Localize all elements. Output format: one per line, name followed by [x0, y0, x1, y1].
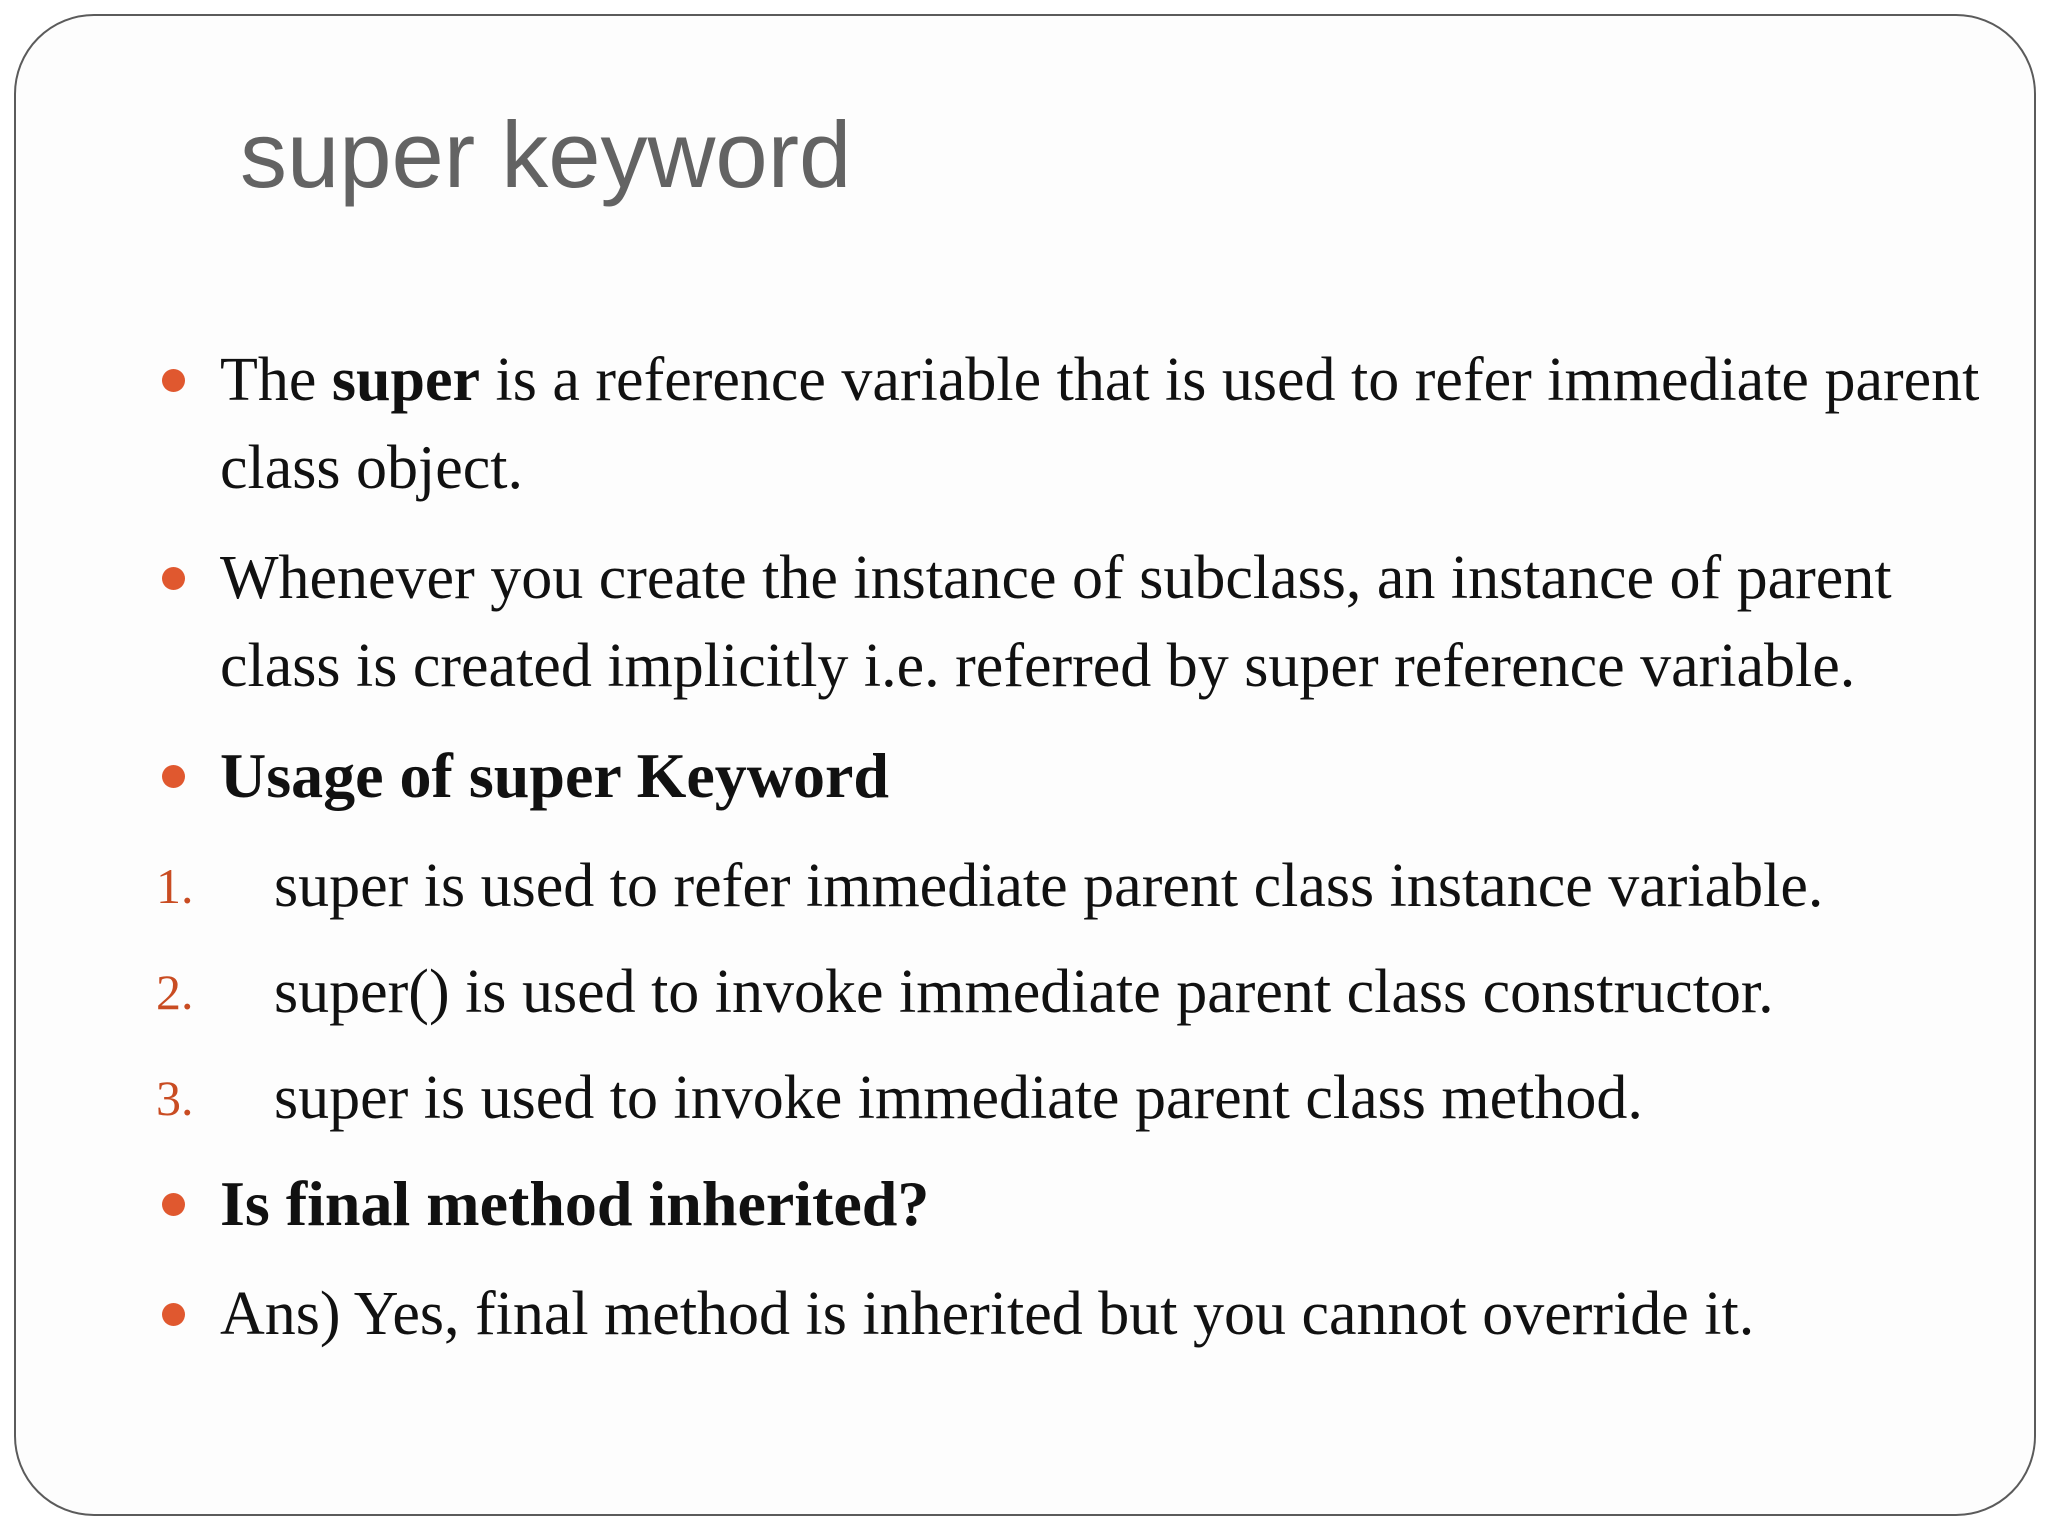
numbered-item-text: super is used to refer immediate parent class instance variable.: [274, 852, 1824, 920]
slide-content: [156, 336, 1986, 1380]
number-marker: 1.: [156, 858, 194, 914]
bullet-item-usage-heading: [156, 732, 1986, 820]
bullet-dot-icon: [162, 765, 185, 788]
bullet-text-suffix: is a reference variable that is used to refer immediate parent class object.: [220, 346, 1980, 502]
slide-frame: [14, 14, 2036, 1516]
slide-title: super keyword: [240, 102, 852, 207]
number-marker: 2.: [156, 964, 194, 1020]
numbered-item-text: super is used to invoke immediate parent class method.: [274, 1064, 1643, 1132]
bullet-text-bold: super: [331, 346, 481, 414]
bullet-dot-icon: [162, 1193, 185, 1216]
bullet-text-prefix: The: [220, 346, 332, 414]
usage-heading: Usage of super Keyword: [220, 740, 889, 811]
numbered-item: [156, 1054, 1986, 1142]
number-marker: 3.: [156, 1070, 194, 1126]
bullet-dot-icon: [162, 567, 185, 590]
bullet-item-final-heading: [156, 1160, 1986, 1248]
bullet-item-super-definition: [156, 336, 1986, 512]
bullet-item-answer: [156, 1270, 1986, 1358]
numbered-item: [156, 842, 1986, 930]
final-heading: Is final method inherited?: [220, 1168, 930, 1239]
bullet-item-instance: [156, 534, 1986, 710]
numbered-item-text: super() is used to invoke immediate parent class constructor.: [274, 958, 1774, 1026]
bullet-dot-icon: [162, 1303, 185, 1326]
answer-text: Ans) Yes, final method is inherited but you cannot override it.: [220, 1280, 1755, 1348]
bullet-text: Whenever you create the instance of subclass, an instance of parent class is created implicitly i.e. referred by super reference variable.: [220, 544, 1892, 700]
bullet-dot-icon: [162, 369, 185, 392]
numbered-item: [156, 948, 1986, 1036]
